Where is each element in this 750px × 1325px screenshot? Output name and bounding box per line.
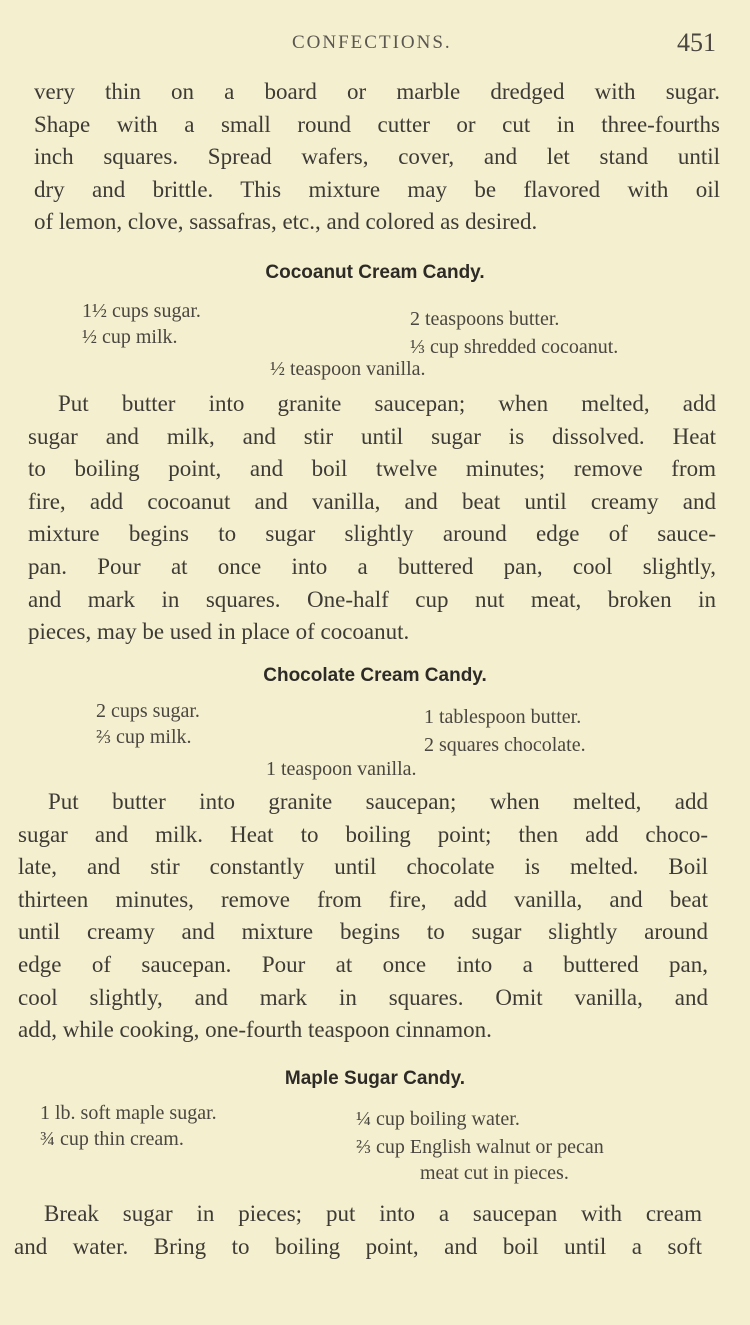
text-line: pan. Pour at once into a buttered pan, cool slightly, [28,553,716,579]
text-line: and mark in squares. One-half cup nut meat, broken in [28,586,716,612]
text-line: sugar and milk, and stir until sugar is dissolved. Heat [28,423,716,449]
text-line: dry and brittle. This mixture may be flavored with oil [34,176,720,202]
text-line: late, and stir constantly until chocolate is melted. Boil [18,854,708,880]
text-line: Shape with a small round cutter or cut in three-fourths [34,111,720,137]
text-line: pieces, may be used in place of cocoanut. [28,619,410,645]
text-line: fire, add cocoanut and vanilla, and beat until creamy and [28,488,716,514]
running-header [0,28,750,68]
ingredient-item: ⅔ cup English walnut or pecan [356,1136,604,1158]
recipe-title: Cocoanut Cream Candy. [265,262,485,283]
ingredient-item: ½ teaspoon vanilla. [270,358,426,380]
ingredient-item: 2 squares chocolate. [424,734,586,756]
text-line: add, while cooking, one-fourth teaspoon cinnamon. [18,1017,492,1043]
recipe-title: Maple Sugar Candy. [284,1068,466,1089]
ingredient-item: ¼ cup boiling water. [356,1108,520,1130]
text-line: of lemon, clove, sassafras, etc., and colored as desired. [34,209,538,235]
recipe-directions [14,1198,702,1263]
ingredient-item: 1½ cups sugar. [82,300,201,322]
ingredient-item: 1 tablespoon butter. [424,706,582,728]
text-line: to boiling point, and boil twelve minutes; remove from [28,456,716,482]
ingredient-item: ⅓ cup shredded cocoanut. [410,336,619,358]
text-line: cool slightly, and mark in squares. Omit vanilla, and [18,984,708,1010]
text-line: and water. Bring to boiling point, and boil until a soft [14,1233,702,1259]
text-line: sugar and milk. Heat to boiling point; then add choco- [18,821,708,847]
text-line: inch squares. Spread wafers, cover, and let stand until [34,144,720,170]
ingredient-item: 2 teaspoons butter. [410,308,560,330]
recipe-directions [28,388,716,649]
page-number: 451 [677,28,716,57]
intro-paragraph [34,76,720,239]
ingredient-item: meat cut in pieces. [420,1162,569,1184]
ingredient-item: 1 teaspoon vanilla. [266,758,417,780]
ingredient-item: ¾ cup thin cream. [40,1128,184,1150]
recipe-title: Chocolate Cream Candy. [263,665,487,686]
text-line: edge of saucepan. Pour at once into a buttered pan, [18,951,708,977]
text-line: Break sugar in pieces; put into a saucepan with cream [44,1201,702,1226]
ingredient-item: 2 cups sugar. [96,700,200,722]
running-title: CONFECTIONS. [292,32,452,53]
text-line: Put butter into granite saucepan; when melted, add [58,391,716,416]
ingredient-item: ⅔ cup milk. [96,726,192,748]
ingredient-item: ½ cup milk. [82,326,178,348]
text-line: until creamy and mixture begins to sugar slightly around [18,919,708,945]
text-line: thirteen minutes, remove from fire, add vanilla, and beat [18,886,708,912]
ingredient-item: 1 lb. soft maple sugar. [40,1102,217,1124]
text-line: Put butter into granite saucepan; when melted, add [48,789,708,814]
text-line: mixture begins to sugar slightly around edge of sauce- [28,521,716,547]
recipe-directions [18,786,708,1047]
text-line: very thin on a board or marble dredged with sugar. [34,79,720,104]
